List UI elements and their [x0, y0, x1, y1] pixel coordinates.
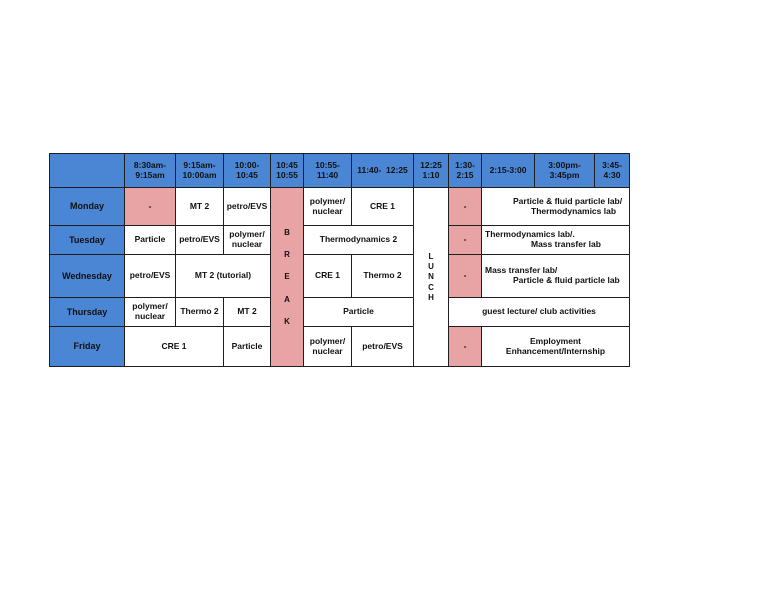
class-cell: petro/EVS: [352, 327, 414, 367]
lunch-letter: H: [428, 292, 434, 302]
class-cell: Particle: [304, 298, 414, 327]
day-label: Monday: [50, 188, 125, 226]
break-column: [271, 188, 304, 367]
day-label: Thursday: [50, 298, 125, 327]
afternoon-line: Thermodynamics lab: [531, 205, 617, 216]
afternoon-line: Thermodynamics lab/.: [485, 229, 575, 240]
timetable: [49, 153, 630, 367]
class-cell: -: [449, 188, 482, 226]
class-cell: petro/EVS: [224, 188, 271, 226]
afternoon-line: Enhancement/Internship: [505, 345, 606, 356]
class-cell: polymer/ nuclear: [304, 327, 352, 367]
day-label: Wednesday: [50, 255, 125, 298]
break-letter: K: [284, 316, 290, 326]
afternoon-program-cell: [482, 327, 630, 367]
day-row-thursday: [50, 298, 630, 327]
class-cell: CRE 1: [125, 327, 224, 367]
afternoon-line: Employment: [529, 335, 581, 346]
time-header: 10:45 10:55: [271, 154, 304, 188]
day-label: Friday: [50, 327, 125, 367]
afternoon-line: Mass transfer lab/: [485, 265, 558, 276]
class-cell: CRE 1: [352, 188, 414, 226]
lunch-letter: L: [428, 252, 434, 262]
class-cell: MT 2 (tutorial): [176, 255, 271, 298]
break-letter: B: [284, 228, 290, 238]
day-row-tuesday: [50, 226, 630, 255]
time-header: 10:00- 10:45: [224, 154, 271, 188]
header-row: [50, 154, 630, 188]
class-cell: MT 2: [224, 298, 271, 327]
break-letter: E: [284, 272, 290, 282]
class-cell: -: [125, 188, 176, 226]
time-header: 1:30- 2:15: [449, 154, 482, 188]
afternoon-lab-cell: [482, 188, 630, 226]
class-cell: -: [449, 226, 482, 255]
afternoon-line: Particle & fluid particle lab: [513, 275, 620, 285]
class-cell: petro/EVS: [176, 226, 224, 255]
time-header: 11:40- 12:25: [352, 154, 414, 188]
lunch-letter: U: [428, 262, 434, 272]
afternoon-line: Mass transfer lab: [531, 239, 601, 249]
day-row-monday: [50, 188, 630, 226]
corner-cell: [50, 154, 125, 188]
time-header: 12:25 1:10: [414, 154, 449, 188]
time-header: 3:00pm- 3:45pm: [535, 154, 595, 188]
afternoon-activity-cell: guest lecture/ club activities: [449, 298, 630, 327]
lunch-letter: C: [428, 282, 434, 292]
time-header: 9:15am- 10:00am: [176, 154, 224, 188]
break-letter: A: [284, 294, 290, 304]
lunch-letter: N: [428, 272, 434, 282]
class-cell: polymer/ nuclear: [125, 298, 176, 327]
time-header: 10:55- 11:40: [304, 154, 352, 188]
time-header: 8:30am- 9:15am: [125, 154, 176, 188]
day-row-friday: [50, 327, 630, 367]
class-cell: Thermodynamics 2: [304, 226, 414, 255]
class-cell: Thermo 2: [352, 255, 414, 298]
day-row-wednesday: [50, 255, 630, 298]
class-cell: Particle: [224, 327, 271, 367]
class-cell: -: [449, 327, 482, 367]
class-cell: petro/EVS: [125, 255, 176, 298]
time-header: 2:15-3:00: [482, 154, 535, 188]
lunch-column: [414, 188, 449, 367]
time-header: 3:45- 4:30: [595, 154, 630, 188]
class-cell: polymer/ nuclear: [224, 226, 271, 255]
class-cell: Particle: [125, 226, 176, 255]
afternoon-line: Particle & fluid particle lab/: [513, 195, 623, 206]
class-cell: MT 2: [176, 188, 224, 226]
class-cell: polymer/ nuclear: [304, 188, 352, 226]
class-cell: -: [449, 255, 482, 298]
break-letter: R: [284, 250, 290, 260]
afternoon-lab-cell: [482, 255, 630, 298]
afternoon-lab-cell: [482, 226, 630, 255]
class-cell: CRE 1: [304, 255, 352, 298]
class-cell: Thermo 2: [176, 298, 224, 327]
day-label: Tuesday: [50, 226, 125, 255]
